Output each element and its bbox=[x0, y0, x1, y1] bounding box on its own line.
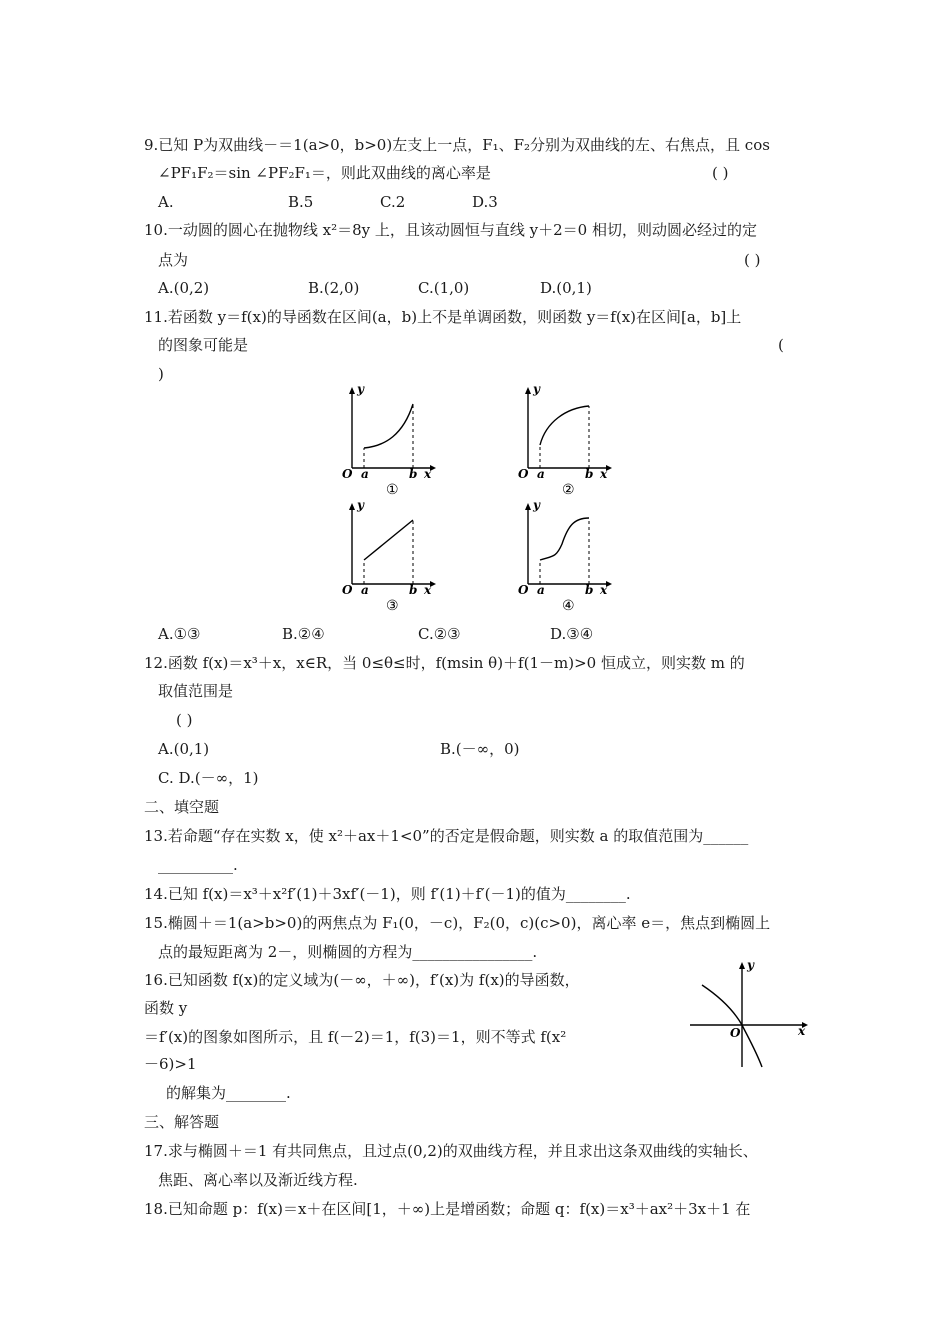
y-axis-arrow bbox=[739, 962, 745, 969]
q11-paren-open: ( bbox=[778, 336, 784, 354]
q9-option-c: C.2 bbox=[380, 193, 406, 211]
q14-stem: 14.已知 f(x)＝x³＋x²f′(1)＋3xf′(－1)，则 f′(1)＋f′(－1)的值为________. bbox=[144, 885, 631, 903]
q10-stem-line1: 10.一动圆的圆心在抛物线 x²＝8y 上，且该动圆恒与直线 y＋2＝0 相切，则动圆必经过的定 bbox=[144, 221, 757, 239]
b-label: b bbox=[409, 467, 418, 481]
x-label: x bbox=[600, 467, 608, 481]
q16-derivative-graph bbox=[690, 955, 815, 1075]
q11-graph-1 bbox=[340, 380, 440, 498]
q10-stem-line2: 点为 bbox=[158, 251, 189, 269]
q16-stem-line2: 函数 y bbox=[144, 999, 188, 1017]
y-axis-arrow bbox=[349, 387, 355, 394]
q17-stem-line1: 17.求与椭圆＋＝1 有共同焦点，且过点(0,2)的双曲线方程，并且求出这条双曲线的实轴长、 bbox=[144, 1142, 758, 1160]
q15-stem-line1: 15.椭圆＋＝1(a>b>0)的两焦点为 F₁(0，－c)，F₂(0，c)(c>0)，离心率 e＝，焦点到椭圆上 bbox=[144, 914, 771, 932]
q11-graph-4 bbox=[516, 496, 616, 614]
q12-stem-line2: 取值范围是 bbox=[158, 682, 234, 700]
section-solutions-heading: 三、解答题 bbox=[144, 1113, 220, 1131]
q18-stem-line1: 18.已知命题 p：f(x)＝x＋在区间[1，＋∞)上是增函数；命题 q：f(x)＝x³＋ax²＋3x＋1 在 bbox=[144, 1200, 751, 1218]
q9-answer-paren: ( ) bbox=[712, 164, 729, 182]
curve bbox=[540, 406, 589, 445]
origin-label: O bbox=[342, 467, 353, 481]
caption: ④ bbox=[562, 598, 575, 614]
a-label: a bbox=[361, 467, 369, 481]
q12-option-cd: C. D.(－∞，1) bbox=[158, 769, 259, 787]
q17-stem-line2: 焦距、离心率以及渐近线方程. bbox=[158, 1171, 358, 1189]
q10-option-d: D.(0,1) bbox=[540, 279, 592, 297]
x-label: x bbox=[424, 583, 432, 597]
q11-option-b: B.②④ bbox=[282, 625, 325, 643]
x-label: x bbox=[600, 583, 608, 597]
q10-option-b: B.(2,0) bbox=[308, 279, 360, 297]
curve bbox=[364, 404, 413, 448]
section-fill-in-heading: 二、填空题 bbox=[144, 798, 220, 816]
b-label: b bbox=[409, 583, 418, 597]
y-label: y bbox=[357, 382, 364, 396]
q10-option-a: A.(0,2) bbox=[158, 279, 210, 297]
line-segment bbox=[364, 520, 413, 560]
q16-stem-line4: －6)>1 bbox=[144, 1055, 197, 1073]
origin-label: O bbox=[730, 1026, 741, 1040]
q9-option-a: A. bbox=[158, 193, 174, 211]
q11-option-a: A.①③ bbox=[158, 625, 201, 643]
y-label: y bbox=[747, 958, 754, 972]
curve bbox=[540, 518, 589, 560]
q11-paren-close: ) bbox=[158, 365, 164, 383]
a-label: a bbox=[361, 583, 369, 597]
q16-stem-line1: 16.已知函数 f(x)的定义域为(－∞，＋∞)，f′(x)为 f(x)的导函数， bbox=[144, 971, 580, 989]
q9-stem-line1: 9.已知 P为双曲线－＝1(a>0，b>0)左支上一点，F₁、F₂分别为双曲线的左、右焦点，且 cos bbox=[144, 136, 770, 154]
q9-option-d: D.3 bbox=[472, 193, 498, 211]
q10-option-c: C.(1,0) bbox=[418, 279, 470, 297]
origin-label: O bbox=[518, 583, 529, 597]
q9-stem-line2: ∠PF₁F₂＝sin ∠PF₂F₁＝，则此双曲线的离心率是 bbox=[158, 164, 491, 182]
origin-label: O bbox=[518, 467, 529, 481]
q11-option-c: C.②③ bbox=[418, 625, 461, 643]
q12-option-a: A.(0,1) bbox=[158, 740, 210, 758]
a-label: a bbox=[537, 583, 545, 597]
q16-stem-line5: 的解集为________. bbox=[166, 1084, 291, 1102]
q11-stem-line2: 的图象可能是 bbox=[158, 336, 249, 354]
caption: ③ bbox=[386, 598, 399, 614]
x-label: x bbox=[424, 467, 432, 481]
q12-option-b: B.(－∞，0) bbox=[440, 740, 520, 758]
y-axis-arrow bbox=[349, 503, 355, 510]
y-label: y bbox=[533, 382, 540, 396]
q12-answer-paren: ( ) bbox=[176, 711, 193, 729]
q13-stem-line2: __________. bbox=[158, 856, 238, 874]
origin-label: O bbox=[342, 583, 353, 597]
b-label: b bbox=[585, 467, 594, 481]
q11-stem-line1: 11.若函数 y＝f(x)的导函数在区间(a，b)上不是单调函数，则函数 y＝f(x)在区间[a，b]上 bbox=[144, 308, 742, 326]
x-label: x bbox=[798, 1024, 806, 1038]
y-label: y bbox=[533, 498, 540, 512]
caption: ② bbox=[562, 482, 575, 498]
b-label: b bbox=[585, 583, 594, 597]
q11-graph-2 bbox=[516, 380, 616, 498]
q16-stem-line3: ＝f′(x)的图象如图所示，且 f(－2)＝1，f(3)＝1，则不等式 f(x² bbox=[144, 1028, 567, 1046]
caption: ① bbox=[386, 482, 399, 498]
q11-option-d: D.③④ bbox=[550, 625, 594, 643]
y-axis-arrow bbox=[525, 503, 531, 510]
a-label: a bbox=[537, 467, 545, 481]
y-axis-arrow bbox=[525, 387, 531, 394]
y-label: y bbox=[357, 498, 364, 512]
q15-stem-line2: 点的最短距离为 2－，则椭圆的方程为________________. bbox=[158, 943, 538, 961]
q11-graph-3 bbox=[340, 496, 440, 614]
q13-stem-line1: 13.若命题“存在实数 x，使 x²＋ax＋1<0”的否定是假命题，则实数 a 的取值范围为______ bbox=[144, 827, 749, 845]
q12-stem-line1: 12.函数 f(x)＝x³＋x，x∈R，当 0≤θ≤时，f(msin θ)＋f(1－m)>0 恒成立，则实数 m 的 bbox=[144, 654, 745, 672]
q10-answer-paren: ( ) bbox=[744, 251, 761, 269]
q9-option-b: B.5 bbox=[288, 193, 314, 211]
